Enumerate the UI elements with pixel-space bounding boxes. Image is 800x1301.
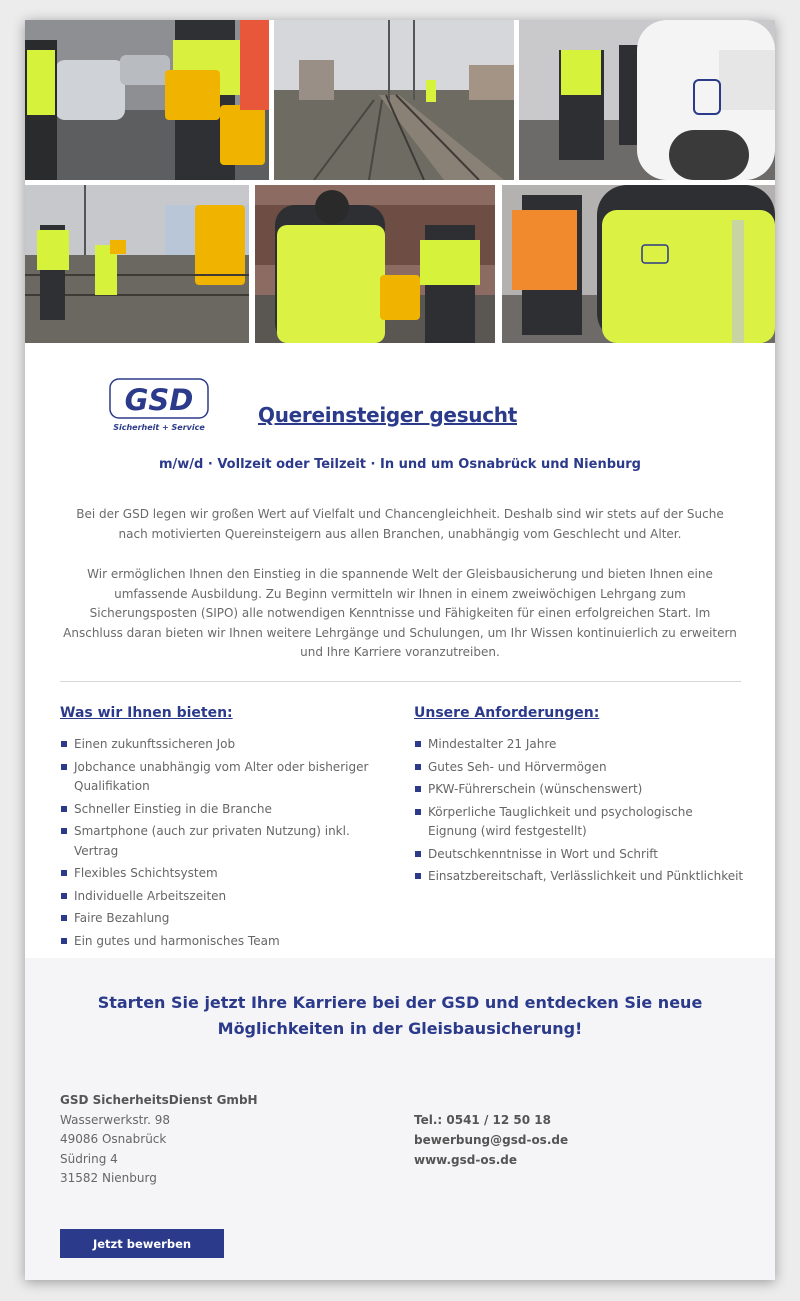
address-line: 49086 Osnabrück: [60, 1132, 167, 1146]
photo-railway-tracks: [274, 20, 514, 180]
intro-paragraph-1: Bei der GSD legen wir großen Wert auf Vielfalt und Chancengleichheit. Deshalb sind wir stets auf der Suche nach motivierten Quereinsteigern aus allen Branchen, unabhängig vom Geschlecht und Alter.: [76, 507, 724, 541]
list-item: Jobchance unabhängig vom Alter oder bisheriger Qualifikation: [60, 758, 390, 797]
photo-two-workers-surveying: [255, 185, 495, 343]
address-line: Südring 4: [60, 1151, 118, 1166]
logo-tagline: Sicherheit + Service: [113, 423, 205, 432]
bullet-icon: [415, 764, 421, 770]
footer: [25, 958, 775, 1280]
bullet-icon: [415, 741, 421, 747]
list-item: Faire Bezahlung: [60, 909, 390, 929]
company-name: GSD SicherheitsDienst GmbH: [60, 1093, 258, 1107]
divider: [60, 681, 741, 682]
list-item: Gutes Seh- und Hörvermögen: [414, 758, 744, 778]
intro-paragraph-2: Wir ermöglichen Ihnen den Einstieg in die spannende Welt der Gleisbausicherung und bieten Ihnen eine umfassende Ausbildung. Zu Beginn vermitteln wir Ihnen in einem zweiwöchigen Lehrgang zum Sicherungsposten (SIPO) alle notwendigen Kenntnisse und Fähigkeiten für einen erfolgreichen Start. Im Anschluss daran bieten wir Ihnen weitere Lehrgänge und Schulungen, um Ihr Wissen kontinuierlich zu erweitern und Ihre Karriere voranzutreiben.: [63, 567, 737, 659]
list-item: Körperliche Tauglichkeit und psychologische Eignung (wird festgestellt): [414, 803, 744, 842]
offers-list: [60, 735, 390, 954]
photo-workers-near-gsd-car: [519, 20, 775, 180]
bullet-icon: [415, 873, 421, 879]
list-item: Einsatzbereitschaft, Verlässlichkeit und Pünktlichkeit: [414, 867, 744, 887]
phone-number[interactable]: Tel.: 0541 / 12 50 18: [414, 1113, 551, 1127]
list-item: PKW-Führerschein (wünschenswert): [414, 780, 744, 800]
list-item: Flexibles Schichtsystem: [60, 864, 390, 884]
bullet-icon: [61, 915, 67, 921]
bullet-icon: [61, 806, 67, 812]
page-subtitle: m/w/d · Vollzeit oder Teilzeit · In und um Osnabrück und Nienburg: [158, 457, 641, 472]
photo-worker-with-measuring-device: [25, 20, 269, 180]
photo-collage: [25, 20, 775, 343]
offers-title: Was wir Ihnen bieten:: [60, 705, 233, 721]
call-to-action-text: Starten Sie jetzt Ihre Karriere bei der GSD und entdecken Sie neue Möglichkeiten in der Gleisbausicherung!: [97, 993, 703, 1038]
page-title: Quereinsteiger gesucht: [258, 403, 517, 427]
photo-worker-at-tracks-with-theodolite: [25, 185, 249, 343]
photo-workers-in-hivis-jackets: [502, 185, 775, 343]
list-item: Deutschkenntnisse in Wort und Schrift: [414, 845, 744, 865]
bullet-icon: [415, 851, 421, 857]
requirements-list: [414, 735, 744, 890]
email-link[interactable]: bewerbung@gsd-os.de: [414, 1133, 569, 1147]
bullet-icon: [415, 809, 421, 815]
address-line: 31582 Nienburg: [60, 1171, 157, 1185]
bullet-icon: [61, 870, 67, 876]
list-item: Einen zukunftssicheren Job: [60, 735, 390, 755]
list-item: Ein gutes und harmonisches Team: [60, 932, 390, 952]
bullet-icon: [415, 786, 421, 792]
list-item: Individuelle Arbeitszeiten: [60, 887, 390, 907]
website-link[interactable]: www.gsd-os.de: [414, 1153, 518, 1167]
bullet-icon: [61, 938, 67, 944]
company-contact: [414, 1110, 568, 1170]
apply-button[interactable]: Jetzt bewerben: [60, 1229, 224, 1258]
bullet-icon: [61, 893, 67, 899]
bullet-icon: [61, 741, 67, 747]
gsd-logo: [109, 378, 209, 434]
list-item: Schneller Einstieg in die Branche: [60, 800, 390, 820]
list-item: Mindestalter 21 Jahre: [414, 735, 744, 755]
bullet-icon: [61, 764, 67, 770]
bullet-icon: [61, 828, 67, 834]
company-address: [60, 1091, 258, 1189]
requirements-title: Unsere Anforderungen:: [414, 705, 600, 721]
job-ad-card: [25, 20, 775, 1280]
list-item: Smartphone (auch zur privaten Nutzung) inkl. Vertrag: [60, 822, 390, 861]
logo-text: GSD: [124, 383, 194, 417]
address-line: Wasserwerkstr. 98: [60, 1112, 171, 1127]
